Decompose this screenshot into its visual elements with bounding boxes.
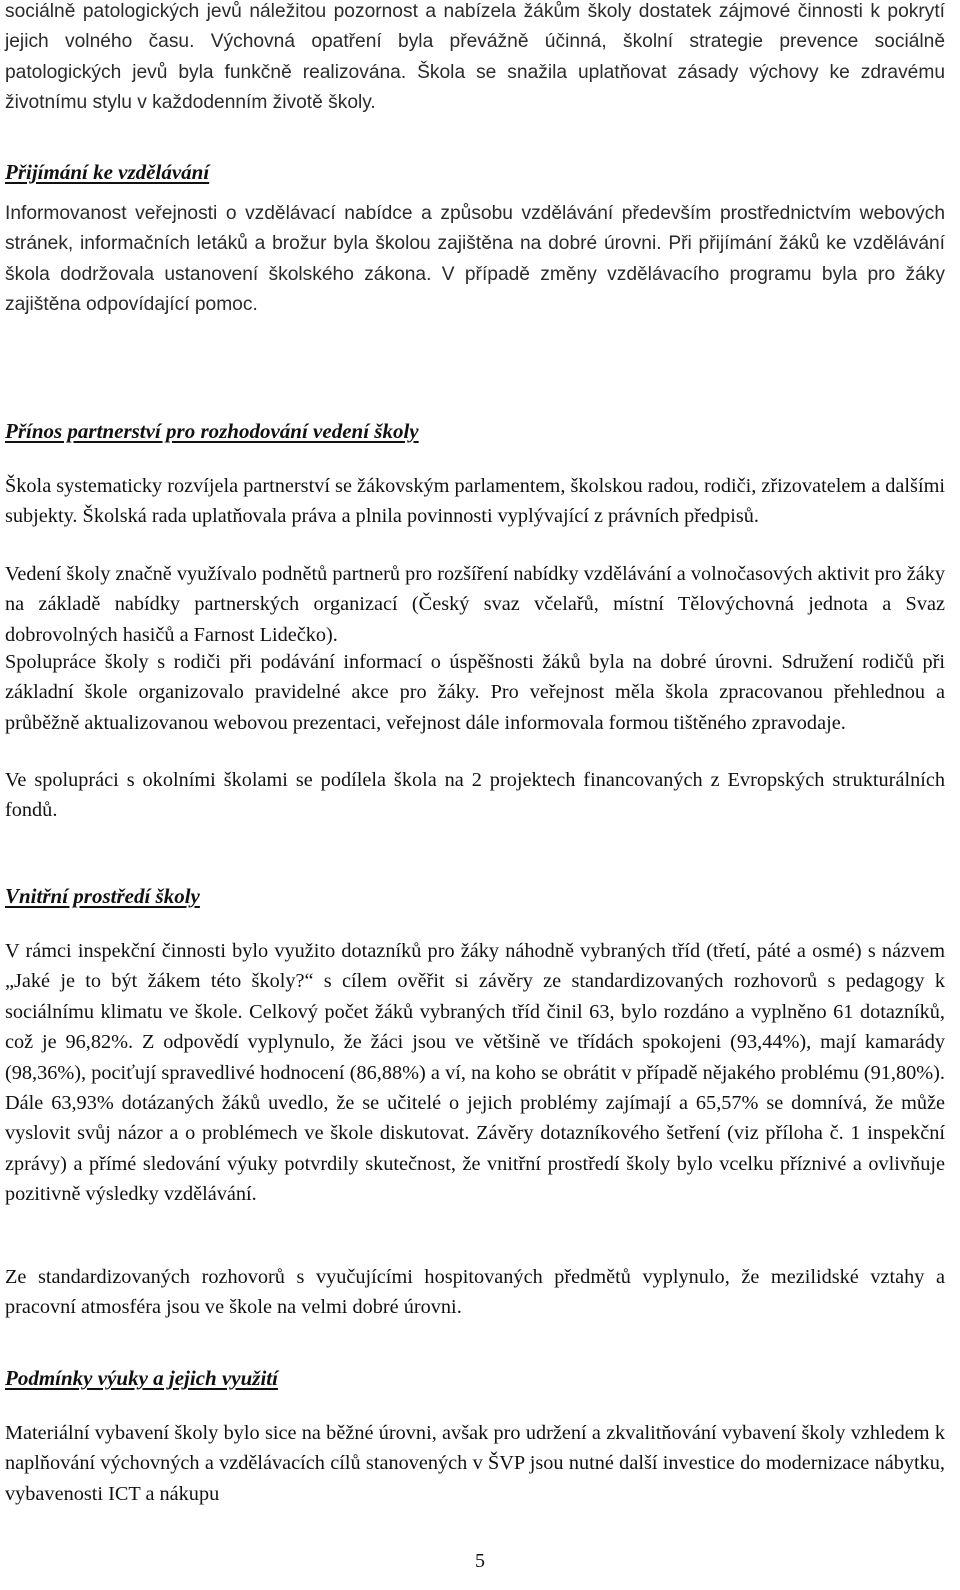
- admission-paragraph: Informovanost veřejnosti o vzdělávací nabídce a způsobu vzdělávání především prostřednictvím webových stránek, informačních letáků a brožur byla školou zajištěna na dobré úrovni. Při přijímání žáků ke vzdělávání škola dodržovala ustanovení školského zákona. V případě změny vzdělávacího programu byla pro žáky zajištěna odpovídající pomoc.: [5, 203, 945, 316]
- heading-conditions: Podmínky výuky a jejich využití: [5, 1366, 278, 1390]
- partnership-paragraph-3: Spolupráce školy s rodiči při podávání informací o úspěšnosti žáků byla na dobré úrovni. Sdružení rodičů při základní škole organizovalo pravidelné akce pro žáky. Pro veřejnost měla škola zpracovanou přehlednou a průběžně aktualizovanou webovou prezentaci, veřejnost dále informovala formou tištěného zpravodaje.: [5, 651, 945, 734]
- heading-environment: Vnitřní prostředí školy: [5, 884, 200, 908]
- heading-admission: Přijímání ke vzdělávání: [5, 160, 210, 184]
- environment-paragraph-2: Ze standardizovaných rozhovorů s vyučujícími hospitovaných předmětů vyplynulo, že mezilidské vztahy a pracovní atmosféra jsou ve škole na velmi dobré úrovni.: [5, 1266, 945, 1319]
- partnership-paragraph-4: Ve spolupráci s okolními školami se podílela škola na 2 projektech financovaných z Evropských strukturálních fondů.: [5, 769, 945, 822]
- page-number: 5: [475, 1550, 485, 1572]
- heading-partnership: Přínos partnerství pro rozhodování vedení školy: [5, 419, 419, 443]
- environment-paragraph-1: V rámci inspekční činnosti bylo využito dotazníků pro žáky náhodně vybraných tříd (třetí, páté a osmé) s názvem „Jaké je to být žákem této školy?“ s cílem ověřit si závěry ze standardizovaných rozhovorů s pedagogy k sociálnímu klimatu ve škole. Celkový počet žáků vybraných tříd činil 63, bylo rozdáno a vyplněno 61 dotazníků, což je 96,82%. Z odpovědí vyplynulo, že žáci jsou ve většině ve třídách spokojeni (93,44%), mají kamarády (98,36%), pociťují spravedlivé hodnocení (86,88%) a ví, na koho se obrátit v případě nějakého problému (91,80%). Dále 63,93% dotázaných žáků uvedlo, že se učitelé o jejich problémy zajímají a 65,57% se domnívá, že může vyslovit svůj názor a o problémech ve škole diskutovat. Závěry dotazníkového šetření (viz příloha č. 1 inspekční zprávy) a přímé sledování výuky potvrdily skutečnost, že vnitřní prostředí školy bylo vcelku příznivé a ovlivňuje pozitivně výsledky vzdělávání.: [5, 940, 945, 1206]
- conditions-paragraph: Materiální vybavení školy bylo sice na běžné úrovni, avšak pro udržení a zkvalitňování vybavení školy vzhledem k naplňování výchovných a vzdělávacích cílů stanovených v ŠVP jsou nutné další investice do modernizace nábytku, vybavenosti ICT a nákupu: [5, 1422, 945, 1505]
- partnership-paragraph-1: Škola systematicky rozvíjela partnerství se žákovským parlamentem, školskou radou, rodiči, zřizovatelem a dalšími subjekty. Školská rada uplatňovala práva a plnila povinnosti vyplývající z právních předpisů.: [5, 475, 945, 528]
- intro-paragraph: sociálně patologických jevů náležitou pozornost a nabízela žákům školy dostatek zájmové činnosti k pokrytí jejich volného času. Výchovná opatření byla převážně účinná, školní strategie prevence sociálně patologických jevů byla funkčně realizována. Škola se snažila uplatňovat zásady výchovy ke zdravému životnímu stylu v každodenním životě školy.: [5, 1, 945, 114]
- partnership-paragraph-2: Vedení školy značně využívalo podnětů partnerů pro rozšíření nabídky vzdělávání a volnočasových aktivit pro žáky na základě nabídky partnerských organizací (Český svaz včelařů, místní Tělovýchovná jednota a Svaz dobrovolných hasičů a Farnost Lidečko).: [5, 563, 945, 646]
